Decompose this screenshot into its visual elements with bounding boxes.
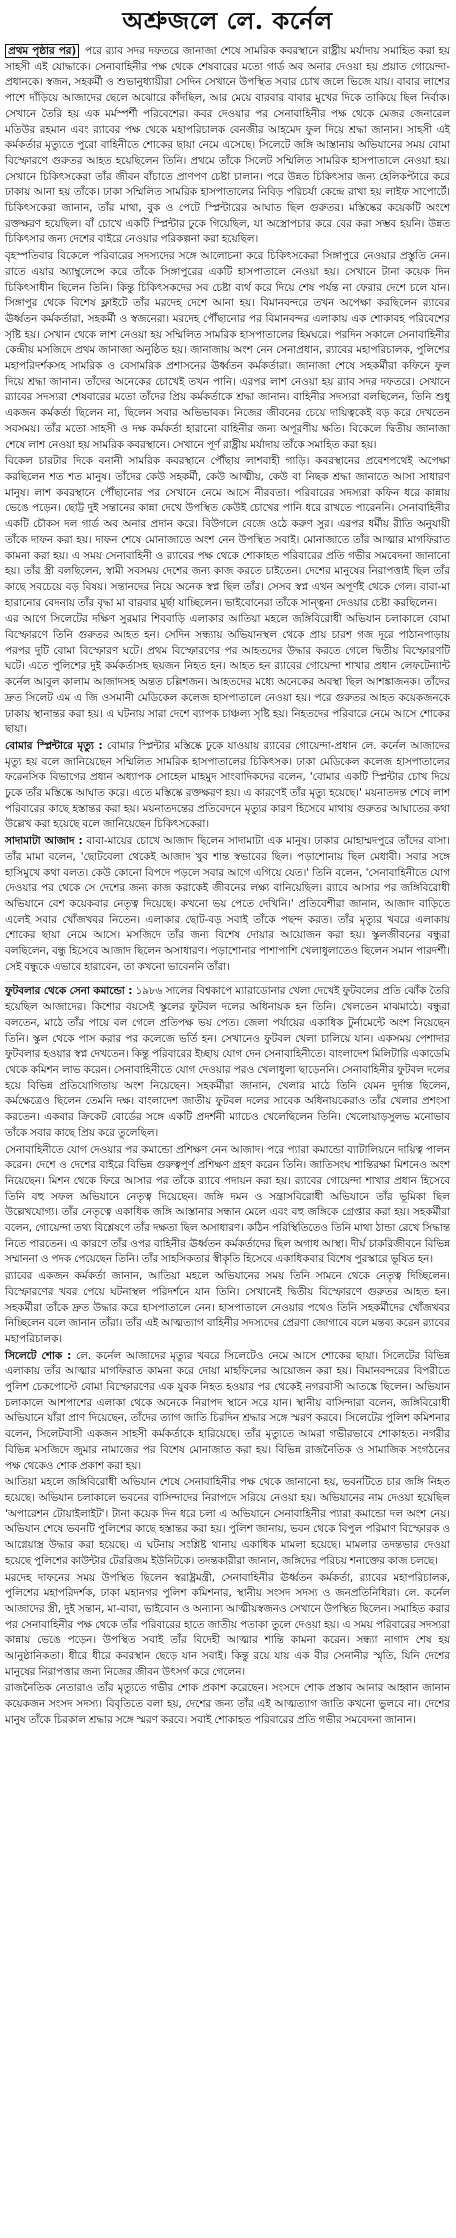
paragraph-text: র‍্যাবের একজন কর্মকর্তা জানান, আতিয়া মহলে অভিযানের সময় তিনি সামনে থেকে নেতৃত্ব দিচ্ছিলেন। বিস্ফোরণের খবর পেয়ে ঘটনাস্থল পরিদর্শনে যান তিনি। সেখানেই দ্বিতীয় বিস্ফোরণে গুরুতর আহত হন। সহকর্মীরা তাঁকে দ্রুত উদ্ধার করে হাসপাতালে নেন। হাসপাতালে নেওয়ার পথেও তিনি সহকর্মীদের খোঁজখবর নিচ্ছিলেন বলে জানান তাঁরা। তাঁর এই আত্মত্যাগ বাহিনীর সদস্যদের প্রেরণা জোগাবে বলে মন্তব্য করেন র‍্যাবের মহাপরিচালক। [5,1270,450,1345]
paragraph-text: লে. কর্নেল আজাদের মৃত্যুর খবরে সিলেটেও নেমে আসে শোকের ছায়া। সিলেটের বিভিন্ন এলাকায় তাঁর আত্মার মাগফিরাত কামনা করে দোয়া মাহফিলের আয়োজন করা হয়। বিমানবন্দরের বিপরীতে পুলিশ চেকপোস্টে বোমা বিস্ফোরণের এক যুবক নিহত হওয়ার পর থেকেই নগরবাসী আতঙ্কে ছিলেন। অভিযান চলাকালে আশপাশের এলাকা থেকে অনেকে নিরাপদ স্থানে সরে যান। স্থানীয় বাসিন্দারা বলেন, জঙ্গিবিরোধী অভিযানে যাঁরা প্রাণ দিয়েছেন, তাঁদের ত্যাগ জাতি চিরদিন শ্রদ্ধার সঙ্গে স্মরণ করবে। সিলেটের পুলিশ কমিশনার বলেন, সিলেটবাসী একজন সাহসী কর্মকর্তাকে হারিয়েছে। তাঁর মৃত্যুতে আমরা গভীরভাবে শোকাহত। নগরীর বিভিন্ন মসজিদে জুমার নামাজের পর বিশেষ মোনাজাত করা হয়। বিভিন্ন রাজনৈতিক ও সামাজিক সংগঠনের পক্ষ থেকেও শোক প্রকাশ করা হয়। [5,1349,451,1472]
article-paragraph [5,739,450,833]
article-paragraph [5,984,450,1141]
article-paragraph [5,1143,450,1269]
article-paragraph [5,1681,450,1728]
paragraph-text: বোমার স্প্লিন্টার মস্তিষ্কে ঢুকে যাওয়ায় র‍্যাবের গোয়েন্দা-প্রধান লে. কর্নেল আজাদের মৃত্যু হয় বলে জানিয়েছেন সম্মিলিত সামরিক হাসপাতালের চিকিৎসক। ঢাকা মেডিকেল কলেজ হাসপাতালের ফরেনসিক বিভাগের প্রধান অধ্যাপক সোহেল মাহমুদ সাংবাদিকদের বলেন, 'বোমার একটি স্প্লিন্টার চোখ দিয়ে ঢুকে তাঁর মস্তিষ্কে আঘাত করে। এতে মস্তিষ্কে রক্তক্ষরণ হয়। এ কারণেই তাঁর মৃত্যু হয়েছে।' ময়নাতদন্ত শেষে লাশ পরিবারের কাছে হস্তান্তর করা হয়। ময়নাতদন্তের প্রতিবেদনে মৃত্যুর কারণ হিসেবে মাথায় গুরুতর আঘাতের কথা উল্লেখ করা হয়েছে বলে জানিয়েছেন চিকিৎসকেরা। [5,739,450,831]
article-paragraph [5,1269,450,1348]
article-headline: অশ্রুজলে লে. কর্নেল [122,6,333,35]
paragraph-text: আতিয়া মহলে জঙ্গিবিরোধী অভিযান শেষে সেনাবাহিনীর পক্ষ থেকে জানানো হয়, ভবনটিতে চার জঙ্গি নিহত হয়েছে। অভিযান চলাকালে ভবনের বাসিন্দাদের নিরাপদে সরিয়ে নেওয়া হয়। অভিযানের নাম দেওয়া হয়েছিল 'অপারেশন টোয়াইলাইট'। টানা কয়েক দিন ধরে চলা এ অভিযানে সেনাবাহিনীর প্যারা কমান্ডো দল অংশ নেয়। অভিযান শেষে ভবনটি পুলিশের কাছে হস্তান্তর করা হয়। পুলিশ জানায়, ভবন থেকে বিপুল পরিমাণ বিস্ফোরক ও আগ্নেয়াস্ত্র উদ্ধার করা হয়েছে। এ ঘটনায় সংশ্লিষ্ট থানায় একাধিক মামলা হয়েছে। মামলার তদন্তভার দেওয়া হয়েছে পুলিশের কাউন্টার টেররিজম ইউনিটকে। তদন্তকারীরা জানান, জঙ্গিদের পরিচয় শনাক্তের কাজ চলছে। [5,1476,450,1567]
article-paragraph [5,1475,450,1569]
paragraph-text: এর আগে সিলেটের দক্ষিণ সুরমার শিববাড়ি এলাকার আতিয়া মহলে জঙ্গিবিরোধী অভিযান চলাকালে বোমা বিস্ফোরণে তিনি গুরুতর আহত হন। সেদিন সন্ধ্যায় অভিযানস্থল থেকে প্রায় চারশ গজ দূরে পাঠানপাড়ায় পরপর দুটি বোমা বিস্ফোরণ ঘটে। প্রথম বিস্ফোরণের পর আহতদের উদ্ধার করতে গেলে দ্বিতীয় বিস্ফোরণটি ঘটে। এতে পুলিশের দুই কর্মকর্তাসহ ছয়জন নিহত হন। আহত হন র‍্যাবের গোয়েন্দা শাখার প্রধান লেফটেন্যান্ট কর্নেল আবুল কালাম আজাদসহ অন্তত চল্লিশজন। আহতদের মধ্যে অনেকের অবস্থা ছিল আশঙ্কাজনক। তাঁদের দ্রুত সিলেট এম এ জি ওসমানী মেডিকেল কলেজ হাসপাতালে নেওয়া হয়। পরে গুরুতর আহত কয়েকজনকে ঢাকায় স্থানান্তর করা হয়। এ ঘটনায় সারা দেশে ব্যাপক চাঞ্চল্য সৃষ্টি হয়। নিহতদের পরিবারে নেমে আসে শোকের ছায়া। [5,613,450,736]
article-paragraph [5,249,450,453]
article-paragraph [5,1349,450,1475]
paragraph-text: মরদেহ দাফনের সময় উপস্থিত ছিলেন স্বরাষ্ট্রমন্ত্রী, সেনাবাহিনীর ঊর্ধ্বতন কর্মকর্তা, র‍্যাবের মহাপরিচালক, পুলিশের মহাপরিদর্শক, ঢাকা মহানগর পুলিশ কমিশনার, স্থানীয় সংসদ সদস্য ও জনপ্রতিনিধিরা। লে. কর্নেল আজাদের স্ত্রী, দুই সন্তান, মা-বাবা, ভাইবোন ও অন্যান্য আত্মীয়স্বজনও সেখানে উপস্থিত ছিলেন। সমাহিত করার পর সেনাবাহিনীর পক্ষ থেকে তাঁর পরিবারের হাতে জাতীয় পতাকা তুলে দেওয়া হয়। এ সময় পরিবারের সদস্যরা কান্নায় ভেঙে পড়েন। উপস্থিত সবাই তাঁর বিদেহী আত্মার শান্তি কামনা করেন। সন্ধ্যা নাগাদ শেষ হয় আনুষ্ঠানিকতা। ধীরে ধীরে কবরস্থান ছেড়ে যান সবাই। কিন্তু রয়ে যায় এক বীর সেনানীর স্মৃতি, যিনি দেশের মানুষের নিরাপত্তার জন্য নিজের জীবন উৎসর্গ করে গেলেন। [5,1571,450,1678]
continuation-tag: প্রথম পৃষ্ঠার পর) [5,44,79,58]
paragraph-text: বৃহস্পতিবার বিকেলে পরিবারের সদস্যদের সঙ্গে আলোচনা করে চিকিৎসকেরা সিঙ্গাপুরে নেওয়ার প্রস্তুতি নেন। রাতে এয়ার অ্যাম্বুলেন্সে করে তাঁকে সিঙ্গাপুরের একটি হাসপাতালে নেওয়া হয়। সেখানে টানা কয়েক দিন চিকিৎসাধীন ছিলেন তিনি। কিন্তু চিকিৎসকদের সব চেষ্টা ব্যর্থ করে দিয়ে শেষ পর্যন্ত না ফেরার দেশে চলে যান। সিঙ্গাপুর থেকে বিশেষ ফ্লাইটে তাঁর মরদেহ দেশে আনা হয়। বিমানবন্দরে তখন অপেক্ষা করছিলেন র‍্যাবের ঊর্ধ্বতন কর্মকর্তারা, সহকর্মী ও স্বজনেরা। মরদেহ পৌঁছানোর পর বিমানবন্দর এলাকায় এক শোকাবহ পরিবেশের সৃষ্টি হয়। সেখান থেকে লাশ নেওয়া হয় সম্মিলিত সামরিক হাসপাতালের হিমঘরে। পরদিন সকালে সেনাবাহিনীর কেন্দ্রীয় মসজিদে প্রথম জানাজা অনুষ্ঠিত হয়। জানাজায় অংশ নেন সেনাপ্রধান, র‍্যাবের মহাপরিচালক, পুলিশের মহাপরিদর্শকসহ সামরিক ও বেসামরিক প্রশাসনের ঊর্ধ্বতন কর্মকর্তারা। জানাজা শেষে সহকর্মীরা কফিনে ফুল দিয়ে শ্রদ্ধা জানান। তাঁদের অনেকের চোখেই তখন পানি। এরপর লাশ নেওয়া হয় র‍্যাব সদর দফতরে। সেখানে র‍্যাবের সদস্যরা শেষবারের মতো তাঁদের প্রিয় কর্মকর্তাকে শ্রদ্ধা জানান। বাহিনীর সদস্যরা বলছিলেন, তিনি শুধু একজন কর্মকর্তা ছিলেন না, ছিলেন সবার অভিভাবক। নিজের জীবনের চেয়ে দায়িত্বকেই বড় করে দেখতেন সবসময়। তাঁর মতো সাহসী ও দক্ষ কর্মকর্তা হারানো বাহিনীর জন্য অপূরণীয় ক্ষতি। বিকেলে দ্বিতীয় জানাজা শেষে লাশ নেওয়া হয় সামরিক কবরস্থানে। সেখানে পূর্ণ রাষ্ট্রীয় মর্যাদায় তাঁকে সমাহিত করা হয়। [5,250,450,451]
paragraph-text: রাজনৈতিক নেতারাও তাঁর মৃত্যুতে গভীর শোক প্রকাশ করেছেন। সংসদে শোক প্রস্তাব আনার আহ্বান জানান কয়েকজন সংসদ সদস্য। বিবৃতিতে বলা হয়, দেশের জন্য তাঁর এই আত্মত্যাগ জাতি কখনো ভুলবে না। দেশের মানুষ তাঁকে চিরকাল শ্রদ্ধার সঙ্গে স্মরণ করবে। সবাই শোকাহত পরিবারের প্রতি গভীর সমবেদনা জানান। [5,1682,450,1726]
paragraph-text: বিকেল চারটার দিকে বনানী সামরিক কবরস্থানে পৌঁছায় লাশবাহী গাড়ি। কবরস্থানের প্রবেশপথেই অপেক্ষা করছিলেন শত শত মানুষ। তাঁদের কেউ সহকর্মী, কেউ আত্মীয়, কেউ বা নিছক শ্রদ্ধা জানাতে আসা সাধারণ মানুষ। লাশ কবরস্থানে পৌঁছানোর পর সেখানে নেমে আসে নীরবতা। পরিবারের সদস্যরা কফিন ধরে কান্নায় ভেঙে পড়েন। ছোট্ট দুই সন্তানের কান্না দেখে উপস্থিত কেউই চোখের পানি ধরে রাখতে পারেননি। সেনাবাহিনীর একটি চৌকস দল গার্ড অব অনার প্রদান করে। বিউগলে বেজে ওঠে করুণ সুর। এরপর ধর্মীয় রীতি অনুযায়ী তাঁকে দাফন করা হয়। দাফন শেষে মোনাজাতে অংশ নেন উপস্থিত সবাই। মোনাজাতে তাঁর আত্মার মাগফিরাত কামনা করা হয়। এ সময় সেনাবাহিনী ও র‍্যাবের পক্ষ থেকে শোকাহত পরিবারের প্রতি গভীর সমবেদনা জানানো হয়। তাঁর স্ত্রী বলছিলেন, স্বামী সবসময় দেশের জন্য কাজ করতে চাইতেন। দেশের মানুষের নিরাপত্তাই ছিল তাঁর কাছে সবচেয়ে বড় বিষয়। সন্তানদের নিয়ে অনেক স্বপ্ন ছিল তাঁর। সেসব স্বপ্ন এখন অপূর্ণই থেকে গেল। বাবা-মা হারানোর বেদনায় তাঁর বৃদ্ধা মা বারবার মূর্ছা যাচ্ছিলেন। ভাইবোনেরা তাঁকে সান্ত্বনা দেওয়ার চেষ্টা করছিলেন। [5,455,450,609]
paragraph-text: বাবা-মায়ের চোখে আজাদ ছিলেন সাদামাটা এক মানুষ। ঢাকার মোহাম্মদপুরে তাঁদের বাসা। তাঁর মামা বলেন, 'ছোটবেলা থেকেই আজাদ খুব শান্ত স্বভাবের ছিল। পড়াশোনায় ছিল মেধাবী। সবার সঙ্গে হাসিমুখে কথা বলত। কেউ কোনো বিপদে পড়লে সবার আগে এগিয়ে যেত।' তিনি বলেন, 'সেনাবাহিনীতে যোগ দেওয়ার পর থেকে সে দেশের জন্য কাজ করাকেই জীবনের লক্ষ্য বানিয়েছিল। র‍্যাবে আসার পর জঙ্গিবিরোধী অভিযানে বেশ কয়েকবার নেতৃত্ব দিয়েছে। কখনো ভয় পেতে দেখিনি।' প্রতিবেশীরা জানান, আজাদ বাড়িতে এলেই সবার খোঁজখবর নিতেন। এলাকার ছোট-বড় সবাই তাঁকে পছন্দ করত। তাঁর মৃত্যুর খবরে এলাকায় শোকের ছায়া নেমে আসে। মসজিদে তাঁর জন্য বিশেষ দোয়ার আয়োজন করা হয়। স্কুলজীবনের বন্ধুরা বলছিলেন, বন্ধু হিসেবে আজাদ ছিলেন অসাধারণ। পড়াশোনার পাশাপাশি খেলাধুলাতেও ছিলেন সমান পারদর্শী। সেই বন্ধুকে এভাবে হারাবেন, তা কখনো ভাবেননি তাঁরা। [5,835,451,973]
section-subhead: ফুটবলার থেকে সেনা কমান্ডো : [5,985,133,998]
section-subhead: সাদামাটা আজাদ : [5,835,83,848]
paragraph-text: ১৯৮৬ সালের বিশ্বকাপে ম্যারাডোনার খেলা দেখেই ফুটবলের প্রতি ঝোঁক তৈরি হয়েছিল আজাদের। কিশোর বয়সেই স্কুলের ফুটবল দলের অধিনায়ক হন তিনি। খেলতেন মাঝমাঠে। বন্ধুরা বলতেন, মাঠে তাঁর পায়ে বল গেলে প্রতিপক্ষ ভয় পেত। জেলা পর্যায়ের একাধিক টুর্নামেন্টে অংশ নিয়েছেন তিনি। স্কুল থেকে পাস করার পর কলেজে ভর্তি হন। সেখানেও ফুটবল খেলা চালিয়ে যান। একসময় পেশাদার ফুটবলার হওয়ার স্বপ্ন দেখতেন। কিন্তু পরিবারের ইচ্ছায় যোগ দেন সেনাবাহিনীতে। বাংলাদেশ মিলিটারি একাডেমি থেকে কমিশন লাভ করেন। সেনাবাহিনীতে যোগ দেওয়ার পরও খেলাধুলা ছাড়েননি। সেনাবাহিনীর ফুটবল দলের হয়ে বিভিন্ন প্রতিযোগিতায় অংশ নিয়েছেন। সহকর্মীরা জানান, খেলার মাঠে তিনি যেমন দুর্দান্ত ছিলেন, কর্মক্ষেত্রেও ছিলেন তেমনি দক্ষ। বাংলাদেশ জাতীয় ফুটবল দলের সাবেক অধিনায়কেরাও তাঁর খেলার প্রশংসা করতেন। একবার ক্রিকেট বোর্ডের সঙ্গে একটি প্রদর্শনী ম্যাচেও খেলেছিলেন তিনি। খেলোয়াড়সুলভ মনোভাব তাঁকে সবার কাছে প্রিয় করে তুলেছিল। [5,985,450,1139]
section-divider [5,981,450,982]
section-subhead: বোমার স্প্লিন্টারে মৃত্যু : [5,739,103,752]
paragraph-text: পরে র‍্যাব সদর দফতরে জানাজা শেষে সামরিক কবরস্থানে রাষ্ট্রীয় মর্যাদায় সমাহিত করা হয় সাহসী এই যোদ্ধাকে। সেনাবাহিনীর পক্ষ থেকে শেষবারের মতো গার্ড অব অনার দেওয়া হয় প্রয়াত গোয়েন্দা-প্রধানকে। স্বজন, সহকর্মী ও শুভানুধ্যায়ীরা সেদিন সেখানে উপস্থিত সবার চোখ জলে ভিজে যায়। বাবার লাশের পাশে দাঁড়িয়ে আজাদের ছেলে অঝোরে কাঁদছিল, আর মেয়ে বারবার বাবার মুখের দিকে তাকিয়ে ছিল নির্বাক। সেখানে তৈরি হয় এক মর্মস্পর্শী পরিবেশের। কবর দেওয়ার পর সেনাবাহিনীর পক্ষ থেকে মেজর জেনারেল মতিউর রহমান এবং র‍্যাবের পক্ষ থেকে মহাপরিচালক বেনজীর আহমেদ ফুল দিয়ে শ্রদ্ধা জানান। সাহসী এই কর্মকর্তার মৃত্যুতে পুরো বাহিনীতে শোকের ছায়া নেমে এসেছে। সিলেটে জঙ্গি আস্তানায় অভিযানের সময় বোমা বিস্ফোরণে গুরুতর আহত হয়েছিলেন তিনি। প্রথমে তাঁকে সিলেট সম্মিলিত সামরিক হাসপাতালে নেওয়া হয়। সেখানে চিকিৎসকেরা তাঁর জীবন বাঁচাতে প্রাণপণ চেষ্টা চালান। পরে উন্নত চিকিৎসার জন্য হেলিকপ্টারে করে ঢাকায় আনা হয় তাঁকে। ঢাকা সম্মিলিত সামরিক হাসপাতালের নিবিড় পরিচর্যা কেন্দ্রে রাখা হয় লাইফ সাপোর্টে। চিকিৎসকেরা জানান, তাঁর মাথা, বুক ও পেটে স্প্লিন্টারের আঘাত ছিল গুরুতর। মস্তিষ্কের কয়েকটি অংশে রক্তক্ষরণ হয়েছিল। বাঁ চোখে একটি স্প্লিন্টার ঢুকে গিয়েছিল, যা অস্ত্রোপচার করে বের করা সম্ভব হয়নি। উন্নত চিকিৎসার জন্য দেশের বাইরে নেওয়ার পরিকল্পনা করা হয়েছিল। [5,45,450,246]
section-subhead: সিলেটে শোক : [5,1349,72,1362]
article-paragraph [5,44,450,248]
article-paragraph [5,1571,450,1681]
article-paragraph [5,612,450,738]
article-paragraph [5,454,450,611]
paragraph-text: সেনাবাহিনীতে যোগ দেওয়ার পর কমান্ডো প্রশিক্ষণ নেন আজাদ। পরে প্যারা কমান্ডো ব্যাটালিয়নে দায়িত্ব পালন করেন। দেশে ও দেশের বাইরে বিভিন্ন গুরুত্বপূর্ণ প্রশিক্ষণ গ্রহণ করেন তিনি। জাতিসংঘ শান্তিরক্ষা মিশনেও অংশ নিয়েছেন। মিশন থেকে ফিরে আসার পর তাঁকে র‍্যাবে পদায়ন করা হয়। র‍্যাবের গোয়েন্দা শাখার প্রধান হিসেবে তিনি বহু সফল অভিযানে নেতৃত্ব দিয়েছেন। জঙ্গি দমন ও সন্ত্রাসবিরোধী অভিযানে তাঁর ভূমিকা ছিল উল্লেখযোগ্য। তাঁর নেতৃত্বে একাধিক জঙ্গি আস্তানার সন্ধান মেলে এবং বহু জঙ্গিকে গ্রেপ্তার করা হয়। সহকর্মীরা বলেন, গোয়েন্দা তথ্য বিশ্লেষণে তাঁর দক্ষতা ছিল অসাধারণ। কঠিন পরিস্থিতিতেও তিনি মাথা ঠান্ডা রেখে সিদ্ধান্ত নিতে পারতেন। এ কারণে তাঁর ওপর বাহিনীর ঊর্ধ্বতন কর্মকর্তাদের ছিল অগাধ আস্থা। দীর্ঘ চাকরিজীবনে বিভিন্ন সম্মাননা ও পদক পেয়েছেন তিনি। তাঁর সাহসিকতার স্বীকৃতি হিসেবে একাধিকবার বিশেষ পুরস্কারে ভূষিত হন। [5,1143,450,1266]
article-paragraph [5,834,450,975]
